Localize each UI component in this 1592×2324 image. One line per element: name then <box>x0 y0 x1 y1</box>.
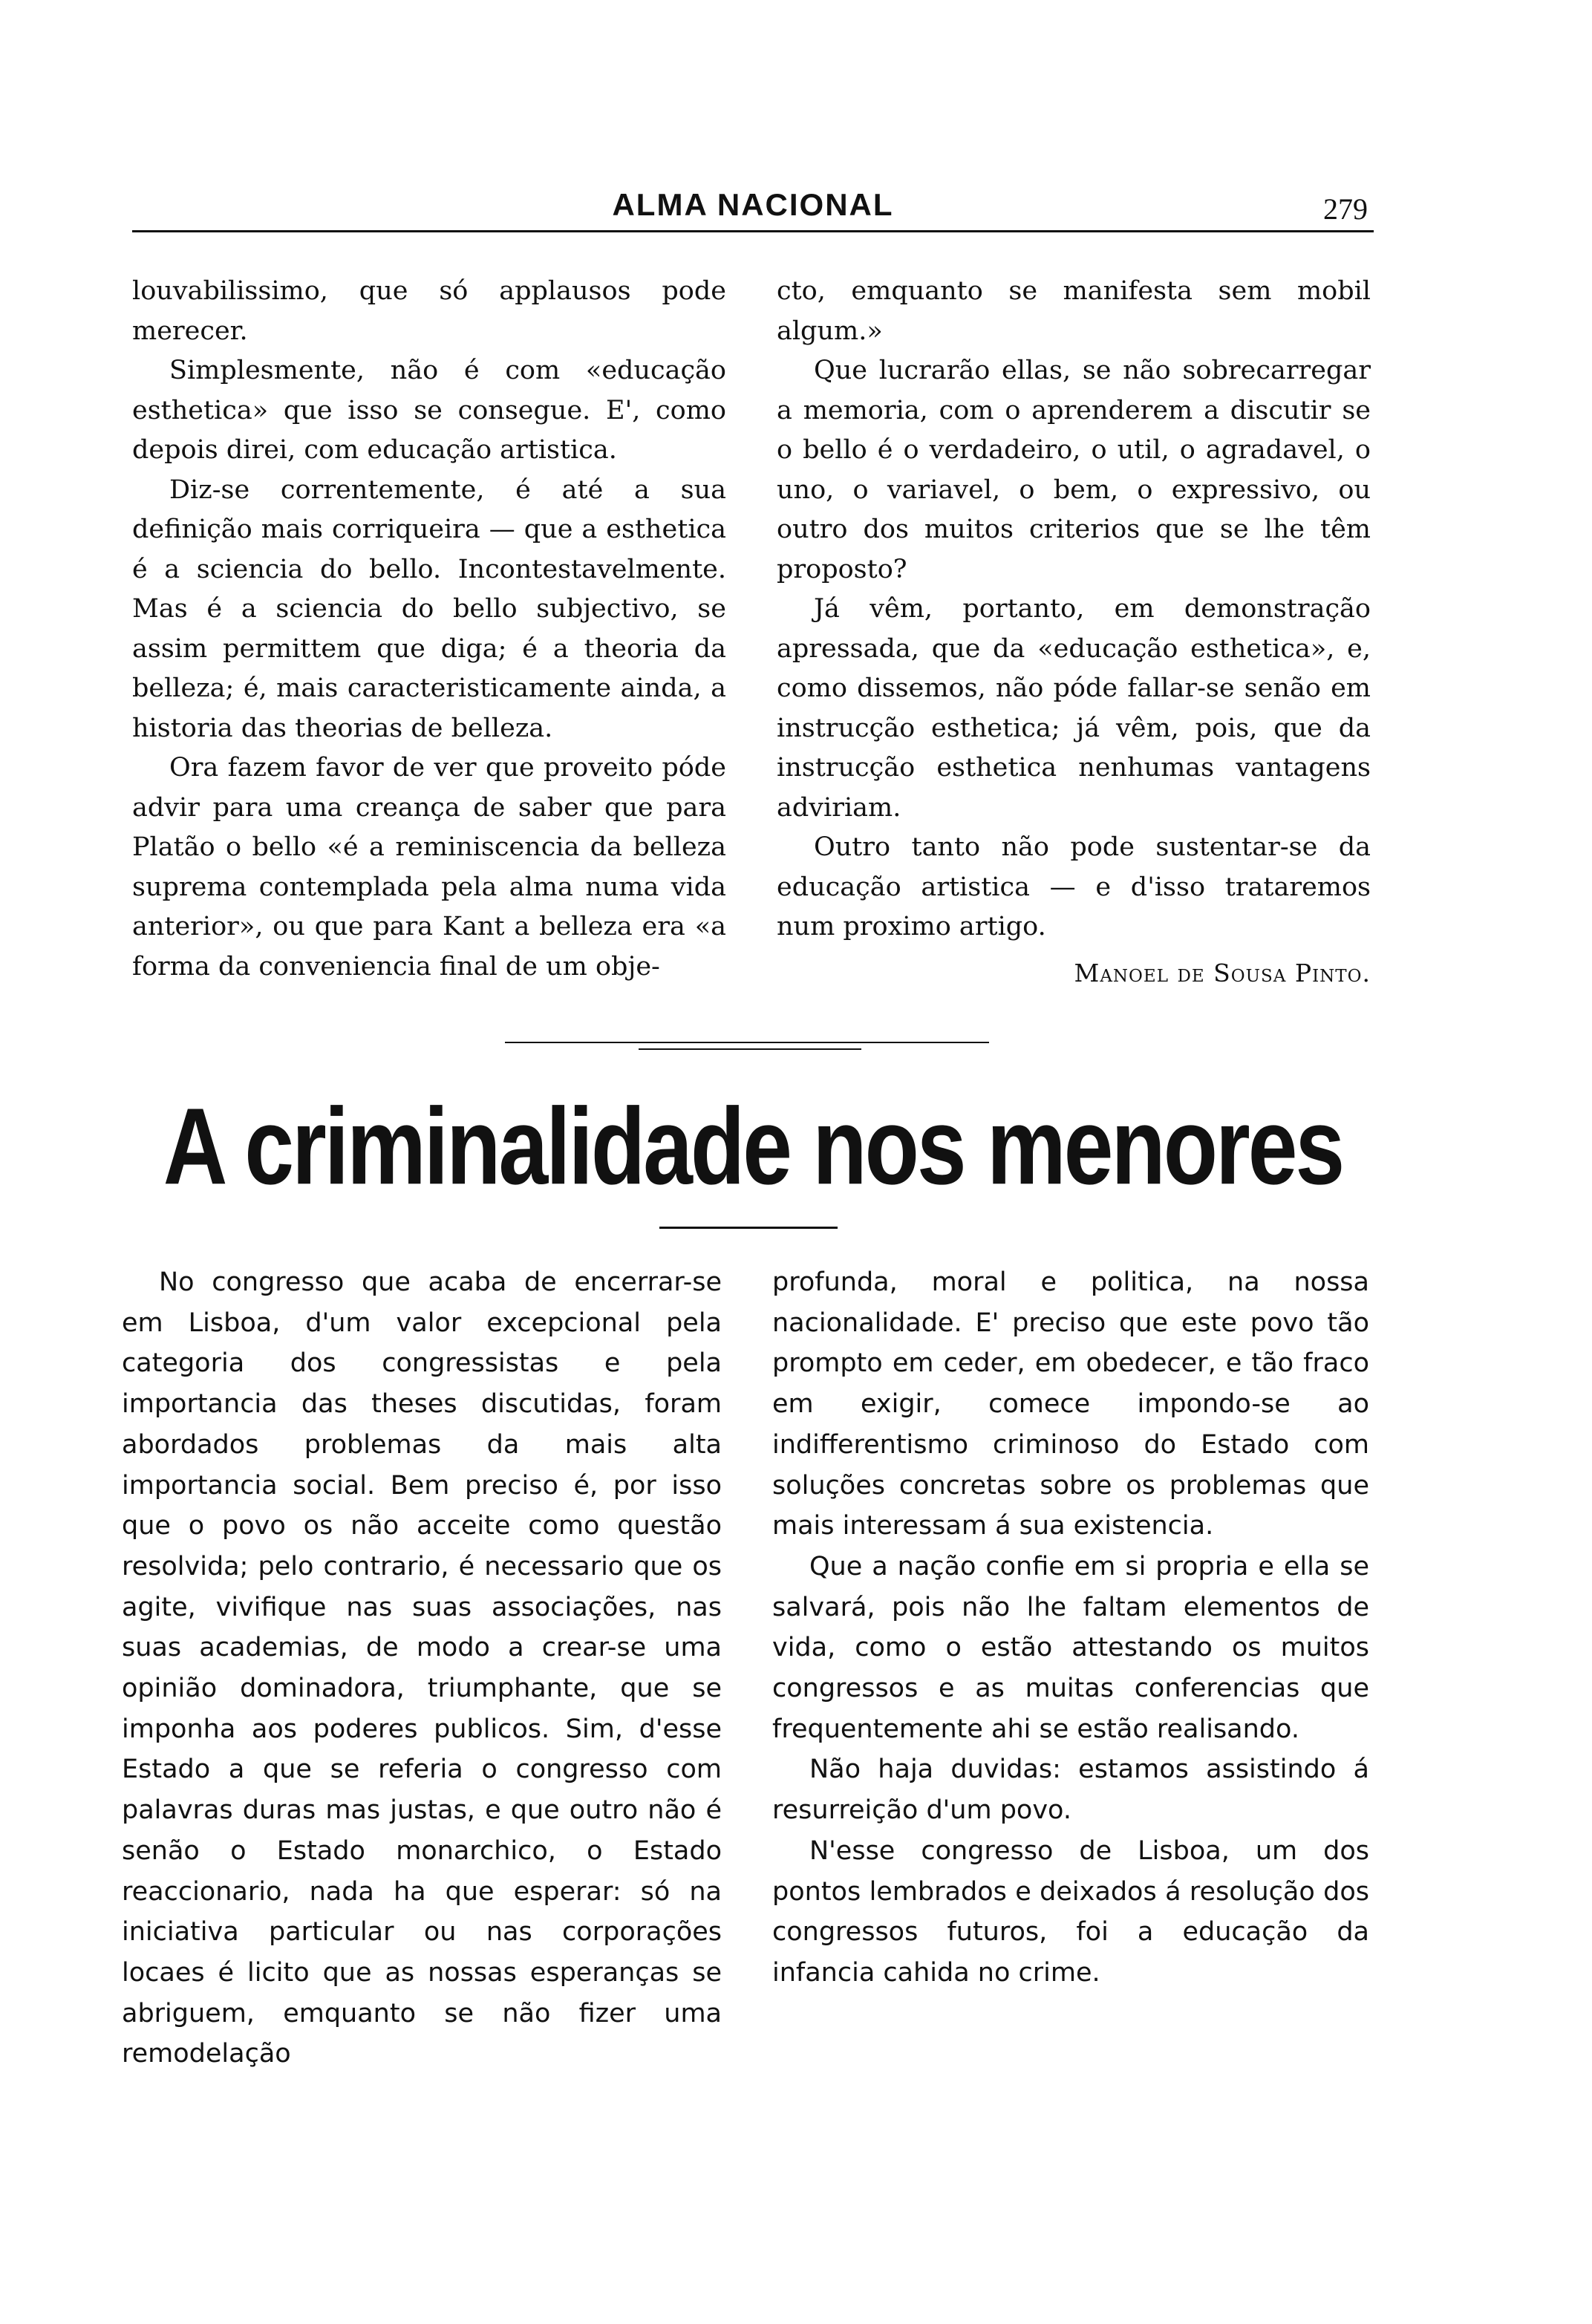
section-divider <box>639 1048 861 1050</box>
article2-paragraph: N'esse congresso de Lisboa, um dos pontos lembrados e deixados á resolução dos congressos futuros, foi a educação da infancia cahida no crime. <box>772 1835 1369 1988</box>
article1-left-column <box>132 272 726 987</box>
article1-paragraph: Que lucrarão ellas, se não sobrecarregar a memoria, com o aprenderem a discutir se o bello é o verdadeiro, o util, o agradavel, o uno, o variavel, o bem, o expressivo, ou outro dos muitos criterios que se lhe têm proposto? <box>777 356 1371 584</box>
article1-paragraph: Já vêm, portanto, em demonstração apressada, que da «educação esthetica», e, como dissemos, não póde fallar-se senão em instrucção esthetica; já vêm, pois, que da instrucção esthetica nenhumas vantagens adviriam. <box>777 594 1371 823</box>
journal-title: ALMA NACIONAL <box>612 187 894 222</box>
author-signature: Manoel de Sousa Pinto. <box>1074 958 1371 988</box>
article2-paragraph: Que a nação confie em si propria e ella se salvará, pois não lhe faltam elementos de vida, como o estão attestando os muitos congressos e as muitas conferencias que frequentemente ahi se estão realisando. <box>772 1551 1369 1744</box>
article2-left-column <box>122 1262 722 2075</box>
article1-paragraph: Outro tanto não pode sustentar-se da educação artistica — e d'isso trataremos num proximo artigo. <box>777 832 1371 941</box>
running-header <box>132 177 1374 232</box>
article1-paragraph: Diz-se correntemente, é até a sua definição mais corriqueira — que a esthetica é a sciencia do bello. Incontestavelmente. Mas é a sciencia do bello subjectivo, se assim permittem que diga; é a theoria da belleza; é, mais caracteristicamente ainda, a historia das theorias de belleza. <box>132 474 726 743</box>
article1-paragraph: louvabilissimo, que só applausos pode merecer. <box>132 276 726 346</box>
article-title: A criminalidade nos menores <box>163 1086 1343 1207</box>
article1-paragraph: cto, emquanto se manifesta sem mobil algum.» <box>777 276 1371 346</box>
article1-right-column <box>777 272 1371 993</box>
article1-paragraph: Simplesmente, não é com «educação esthetica» que isso se consegue. E', como depois direi, com educação artistica. <box>132 356 726 465</box>
article2-paragraph: profunda, moral e politica, na nossa nacionalidade. E' preciso que este povo tão prompto em ceder, em obedecer, e tão fraco em exigir, comece impondo-se ao indifferentismo criminoso do Estado com soluções concretas sobre os problemas que mais interessam á sua existencia. <box>772 1267 1369 1541</box>
article2-paragraph: No congresso que acaba de encerrar-se em Lisboa, d'um valor excepcional pela categoria dos congressistas e pela importancia das theses discutidas, foram abordados problemas da mais alta importancia social. Bem preciso é, por isso que o povo os não acceite como questão resolvida; pelo contrario, é necessario que os agite, vivifique nas suas associações, nas suas academias, de modo a crear-se uma opinião dominadora, triumphante, que se imponha aos poderes publicos. Sim, d'esse Estado a que se referia o congresso com palavras duras mas justas, e que outro não é senão o Estado monarchico, o Estado reaccionario, nada ha que esperar: só na iniciativa particular ou nas corporações locaes é licito que as nossas esperanças se abriguem, emquanto se não fizer uma remodelação <box>122 1267 722 2069</box>
article2-paragraph: Não haja duvidas: estamos assistindo á resurreição d'um povo. <box>772 1755 1369 1826</box>
title-underline <box>659 1227 838 1229</box>
article1-paragraph: Ora fazem favor de ver que proveito póde advir para uma creança de saber que para Platão o bello «é a reminiscencia da belleza suprema contemplada pela alma numa vida anterior», ou que para Kant a belleza era «a forma da conveniencia final de um obje- <box>132 753 726 982</box>
article2-right-column <box>772 1262 1369 1994</box>
page-number: 279 <box>1323 192 1368 226</box>
section-divider <box>505 1042 989 1043</box>
